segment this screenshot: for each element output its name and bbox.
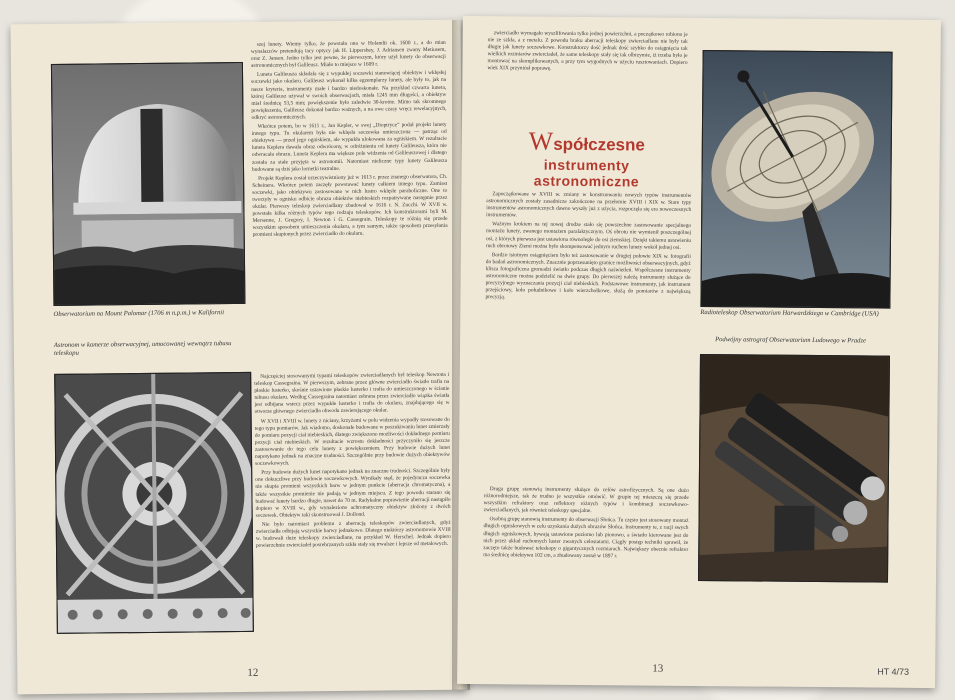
paragraph: Ważnym krokiem na tej nowej drodze stało się powszechne zastosowanie specjalnego montażu lunety, zwanego montażem paralaktycznym. Oś obrotu nie wymienił poszczególnej osi, z których pierwsza jest ustawiona równolegle do osi ziemskiej. Dzięki takiemu ustawieniu ruch obrotowy Ziemi można było skompensować jednym ruchem lunety wokół jednej osi. bbox=[485, 221, 692, 251]
paragraph: Druga grupę stanowią instrumenty służące do celów astrofizycznych. Są one dużo różnorodniejsze, tak że trudno je wszystkie omówić. W grupie tej mieszczą się przede wszystkim refraktory oraz reflektory różnych typów i kombinacji soczewkowo-zwierciadlanych, jak również teleskopy specjalne. bbox=[483, 486, 689, 515]
paragraph: Wkrótce potem, bo w 1611 r., Jan Kepler, w swej „Dioptryce” podał projekt lunety innego typu. Tu okularem była nie wklęsła soczewka umieszczona — patrząc od obiektywu — przed jego ogniskiem, ale wypukła ulokowana za ogniskiem. W rezultacie luneta Keplera dawała obraz odwrócony, w odróżnieniu od lunety Galileusza, która nie odwracała obrazu. Luneta Keplera ma większe pole widzenia od Galileuszowej i dlatego została za stałe przyjęta w astronomii. Natomiast nieliczne typy lunety Galileusza budowane są dziś jako lornetki teatralne. bbox=[251, 121, 447, 173]
right-page-number: 13 bbox=[652, 662, 664, 675]
paragraph: Najczęściej stosowanymi typami teleskopów zwierciadlanych był teleskop Newtona i teleskop Cassegraina. W pierwszym, zebrane przez główne zwierciadło światło trafia na płaskie lusterko, skośnie ustawione płaskie lusterko i trafia do umieszczonego w ścianie tubusu okularu. Według Cassegraina natomiast zebrana przez zwierciadło wiązka światła jest odbijana wstecz przez wypukłe lusterko i trafia do okularu, znajdującego się w otworze głównego zwierciadła obwodu zawierającego okular. bbox=[254, 371, 450, 416]
right-column-2 bbox=[482, 486, 688, 658]
issue-label: HT 4/73 bbox=[877, 666, 910, 677]
left-page bbox=[11, 20, 468, 695]
paragraph: Bardzo istotnym osiągnięciem było też zastosowanie w drugiej połowie XIX w. fotografii do badań astronomicznych. Znacznie poprzesunięto granice możliwości obserwacyjnych, gdyż klisza fotograficzna gromadzi światło podczas długich naświetleń. Współczesne instrumenty astronomiczne można podzielić na dwie grupy. Do pierwszej należą instrumenty służące do precyzyjnego wyznaczania pozycji ciał niebieskich. Podstawowe instrumenty, jak instrument przejściowy, koło południkowe i koło wierzchołkowe, służą do pomiarów z największą precyzją. bbox=[485, 251, 691, 301]
telescope-mount-photo bbox=[54, 372, 254, 634]
paragraph: Osobną grupę stanowią instrumenty do obserwacji Słońca. Tu często jest stosowany montaż długich ogniskowych w celu uzyskania dużych obrazów Słońca. Instrumenty te, z racji swych długich ogniskowych, bywają ustawione poziomo lub pionowo, a światło kierowane jest do nich przez układ ruchomych luster zwanych celostatami. Ciągły postęp techniki sprawił, że zaczęto także budować teleskopy o gigantycznych rozmiarach. Największy obecnie refraktor ma średnicę obiektywu 102 cm, a zbudowany został w 1897 r. bbox=[483, 516, 689, 560]
observatory-dome-illustration bbox=[52, 63, 245, 305]
paragraph: Przy budowie dużych lunet napotykano jednak na znaczne trudności. Szczególnie były one dokuczliwe przy budowie soczewkowych. Wynikały stąd, że pojedyncza soczewka nie skupia promieni wszystkich barw w jednym punkcie (aberracja chromatyczna), a także wszystkie promienie nie padają w jednym miejscu. Z tego powodu starano się budować lunety bardzo długie, nawet do 70 m. Radykalne poprawienie aberracji nastąpiło dopiero w XVIII w., gdy wynaleziono achromatyczny obiektyw złożony z dwóch soczewek. Obiektyw taki skonstruował J. Dollond. bbox=[255, 468, 451, 519]
title-line-2: instrumenty bbox=[543, 156, 630, 174]
title-line-3: astronomiczne bbox=[533, 172, 640, 190]
twin-astrograph-illustration bbox=[699, 355, 889, 582]
radio-telescope-caption: Radioteleskop Obserwatorium Harwardzkiego w Cambridge (USA) bbox=[700, 309, 879, 318]
telescope-mount-illustration bbox=[55, 373, 253, 633]
observatory-dome-photo bbox=[51, 62, 246, 306]
radio-telescope-illustration bbox=[701, 51, 891, 308]
paragraph: szej lunety. Wiemy tylko, że powstała ona w Holandii ok. 1600 r., a do mian wynalazców pretendują tacy optycy jak H. Lippershey, J. Adriansen zwany Metiusem, oraz Z. Jansen. Jedno tylko jest pewne, że pierwszym, który użył lunety do obserwacji astronomicznych był Galileusz. Miało to miejsce w 1609 r. bbox=[250, 39, 446, 70]
left-column-1 bbox=[251, 40, 449, 372]
right-page bbox=[457, 16, 941, 688]
article-title bbox=[491, 126, 682, 190]
left-page-number: 12 bbox=[247, 666, 259, 679]
astrograph-caption: Podwójny astrograf Obserwatorium Ludowego w Pradze bbox=[715, 336, 867, 345]
astronomer-caption: Astronom w kamerze obserwacyjnej, umocowanej wewnątrz tubusu teleskopu bbox=[53, 340, 232, 358]
paragraph: Zapoczątkowane w XVIII w. zmiany w konstruowaniu nowych typów instrumentów astronomicznych zostały zasadnicze zakończone na przełomie XVIII i XIX w. Stare typy instrumentów astronomicznych dawno wyszły już z użycia, rozpoczęła się era nowoczesnych instrumentów. bbox=[486, 191, 692, 219]
paragraph: Luneta Galileusza składała się z wypukłej soczewki stanowiącej obiektyw i wklęsłej soczewki jako okularu. Galileusz wykonał kilka egzemplarzy lunety, ale były to, jak na nasze kryteria, instrumenty małe i bardzo niedoskonałe. Na przykład czwarta luneta, której Galileusz używał w swoich obserwacjach, miała 1245 mm długości, a obiektyw miał średnicę 53,5 mm; powiększenie było zaledwie 30-krotne. Mimo tak skromnego powiększenia, Galileusz dokonał bardzo ważnych, a na owe czasy wręcz rewelacyjnych, odkryć astronomicznych. bbox=[251, 70, 447, 121]
twin-astrograph-photo bbox=[698, 354, 890, 583]
observatory-caption: Obserwatorium na Mount Palomar (1706 m n.p.m.) w Kalifornii bbox=[53, 309, 225, 318]
right-top-text bbox=[487, 30, 688, 127]
paragraph: zwierciadło wymagało wyszlifowania tylko jednej powierzchni, a początkowo robiono je nie ze szkła, a z metalu. Z powodu braku aberracji teleskopy zwierciadlane nie były tak długie jak lunety soczewkowe. Konstruktorzy dość jednak dość szybko do osiągnięcia tak wielkich rozmiarów zwierciadeł, że same teleskopy stały się tak olbrzymie, iż trzeba było je montować na skomplikowanych, a przy tym wygodnych w użyciu rusztowaniach. Dopiero wiek XIX przyniósł poprawę. bbox=[487, 30, 688, 73]
radio-telescope-photo bbox=[700, 50, 892, 309]
right-column-1 bbox=[484, 191, 692, 483]
title-line-1 bbox=[492, 126, 682, 158]
paragraph: Projekt Keplera został urzeczywistniony już w 1613 r. przez znanego obserwatora, Ch. Scheinera. Wkrótce potem zaczęły powstawać lunety całkiem innego typu. Zamiast soczewki, jako obiektywu zastosowano w nich lustro wklęsłe paraboliczne. One to tworzyły w ognisku odbicie obrazu obiektów niebieskich rozpatrywane następnie przez okular. Pierwszy teleskop zwierciadlany zbudował w 1616 r. N. Zucchi. W XVII w. powstała kilka różnych typów tego rodzaju teleskopów. Ich konstruktorami byli M. Mersenne, J. Gregory, I. Newton i G. Cassegrain. Teleskopy te różnią się przede wszystkim sposobem umieszczenia okularu, a tym samym, także sposobem przesyłania promieni skupionych przez zwierciadło do okularu. bbox=[252, 173, 448, 239]
title-initial: W bbox=[528, 126, 554, 156]
title-word-1: spółczesne bbox=[553, 134, 645, 155]
left-column-2 bbox=[254, 372, 452, 664]
paragraph: Nie było natomiast problemu z aberracją teleskopów zwierciadlanych, gdyż zwierciadła odbijają wszystkie barwy jednakowo. Dlatego niektórzy astronomowie XVIII w. budowali duże teleskopy zwierciadlane, na przykład W. Herschel. Jednak dopiero powierzchnie zwierciadeł posrebrzanych szkła stały się trwalsze i lepsze od metalowych. bbox=[255, 519, 451, 549]
paragraph: W XVII i XVIII w. lunety z niciany, krzyżami w polu widzenia wypadły stosowane do tego typu pomiarów. Jak wiadomo, doskonałe budowane w poszukiwaniu lunet zmierzały do pomiaru pozycji ciał niebieskich, dlatego zwiększono możliwości dokładnego pomiaru pozycji ciał niebieskich. W rezultacie wzrostu dokładności przyczyniło się jeszcze zastosowanie do tego celu lunety z powiększeniem. Przy budowie dużych lunet napotykano jednak na znaczne trudności. Szczególnie przy budowie dużych obiektywów soczewkowych. bbox=[254, 416, 451, 467]
